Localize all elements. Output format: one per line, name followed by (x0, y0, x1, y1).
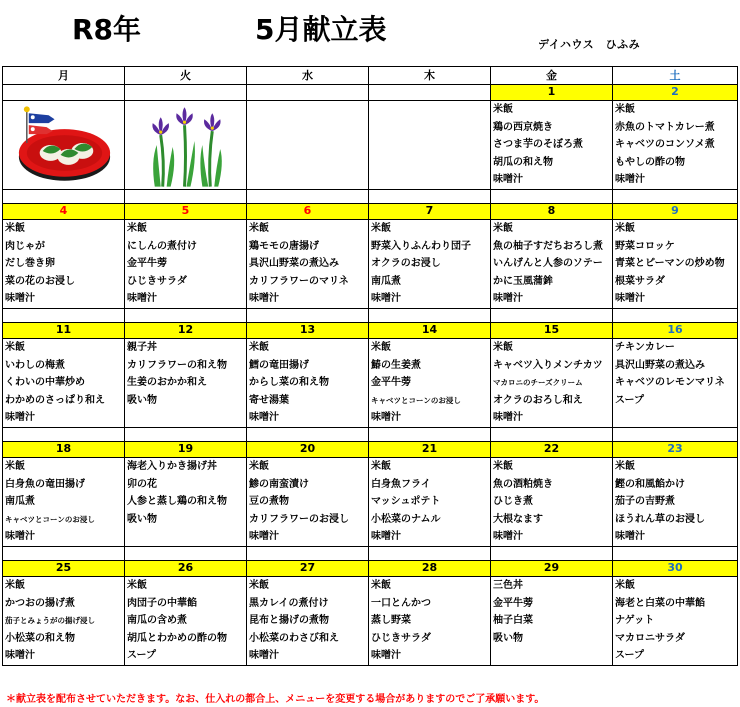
menu-cell-thu (369, 220, 491, 309)
menu-item: 米飯 (249, 342, 269, 353)
menu-item: 米飯 (493, 342, 513, 353)
date-cell-mon: 25 (3, 561, 125, 577)
menu-item: 米飯 (5, 461, 25, 472)
spacer-cell (491, 547, 613, 561)
menu-item: カリフラワーの和え物 (127, 359, 227, 371)
menu-item: 小松菜の和え物 (5, 632, 75, 644)
menu-item: 吸い物 (127, 513, 157, 525)
menu-item: 小松菜のナムル (371, 513, 441, 525)
menu-item: 金平牛蒡 (493, 597, 533, 609)
menu-item: 豆の煮物 (249, 496, 289, 508)
spacer-cell (613, 190, 738, 204)
menu-item: 寄せ湯葉 (249, 394, 289, 406)
menu-item: 南瓜煮 (371, 275, 401, 287)
menu-item: 茄子とみょうがの揚げ浸し (5, 616, 95, 626)
menu-cell-wed (247, 101, 369, 190)
menu-cell-tue (125, 458, 247, 547)
menu-item: 白身魚の竜田揚げ (5, 478, 85, 490)
date-cell-thu: 7 (369, 204, 491, 220)
menu-row (3, 458, 738, 547)
page-title: 5月献立表 (255, 13, 387, 46)
menu-item: 米飯 (371, 461, 391, 472)
date-cell-thu: 21 (369, 442, 491, 458)
menu-item: 味噌汁 (5, 531, 35, 543)
menu-item: 米飯 (493, 104, 513, 115)
menu-item: 鶏モモの唐揚げ (249, 240, 319, 252)
menu-item: 鰹の和風餡かけ (615, 478, 685, 490)
menu-item: 南瓜の含め煮 (127, 615, 187, 627)
menu-item: 鯵の南蛮漬け (249, 478, 309, 490)
menu-item: 米飯 (493, 461, 513, 472)
menu-item: 味噌汁 (493, 174, 523, 186)
menu-item: 味噌汁 (615, 174, 645, 186)
date-cell-tue (125, 85, 247, 101)
date-cell-sat: 16 (613, 323, 738, 339)
menu-item: 味噌汁 (615, 293, 645, 305)
week-spacer-row (3, 428, 738, 442)
menu-item: 魚の柚子すだちおろし煮 (493, 240, 603, 252)
date-cell-wed: 20 (247, 442, 369, 458)
date-cell-wed (247, 85, 369, 101)
menu-item: 米飯 (493, 223, 513, 234)
menu-item: 胡瓜とわかめの酢の物 (127, 632, 227, 644)
date-cell-sat: 30 (613, 561, 738, 577)
menu-item: 吸い物 (493, 632, 523, 644)
menu-item: 金平牛蒡 (127, 258, 167, 270)
date-cell-fri: 15 (491, 323, 613, 339)
menu-item: 鰆の生姜煮 (371, 359, 421, 371)
menu-item: 具沢山野菜の煮込み (249, 258, 339, 270)
menu-row (3, 339, 738, 428)
menu-item: 吸い物 (127, 394, 157, 406)
menu-item: くわいの中華炒め (5, 377, 85, 389)
menu-item: ナゲット (615, 615, 655, 627)
menu-item: 海老入りかき揚げ丼 (127, 461, 217, 472)
menu-item: わかめのさっぱり和え (5, 394, 105, 406)
menu-item: 野菜コロッケ (615, 240, 675, 252)
menu-item: 味噌汁 (371, 531, 401, 543)
menu-item (125, 528, 246, 546)
spacer-cell (247, 190, 369, 204)
menu-item: オクラのお浸し (371, 258, 441, 270)
spacer-cell (125, 190, 247, 204)
weekday-mon: 月 (3, 67, 125, 85)
spacer-cell (247, 428, 369, 442)
menu-item: 米飯 (615, 104, 635, 115)
menu-item: 野菜入りふんわり団子 (371, 240, 471, 252)
menu-item: スープ (615, 394, 644, 406)
date-cell-fri: 8 (491, 204, 613, 220)
menu-item: マカロニのチーズクリーム (493, 378, 583, 388)
weekday-sat: 土 (613, 67, 738, 85)
menu-item: 米飯 (371, 580, 391, 591)
menu-item: 米飯 (127, 580, 147, 591)
menu-item: もやしの酢の物 (615, 156, 685, 168)
menu-item: スープ (615, 650, 644, 662)
date-cell-fri: 1 (491, 85, 613, 101)
date-cell-sat: 2 (613, 85, 738, 101)
menu-item: 肉団子の中華餡 (127, 597, 197, 609)
date-cell-thu: 14 (369, 323, 491, 339)
menu-item: 菜の花のお浸し (5, 275, 75, 287)
spacer-cell (125, 309, 247, 323)
menu-item: 味噌汁 (493, 293, 523, 305)
spacer-cell (3, 547, 125, 561)
menu-item: 味噌汁 (5, 650, 35, 662)
menu-item: 米飯 (127, 223, 147, 234)
spacer-cell (247, 309, 369, 323)
menu-item: 米飯 (5, 580, 25, 591)
spacer-cell (613, 428, 738, 442)
spacer-cell (369, 428, 491, 442)
spacer-cell (125, 428, 247, 442)
menu-item: 味噌汁 (249, 412, 279, 424)
menu-item: キャベツとコーンのお浸し (5, 514, 95, 524)
menu-item: 根菜サラダ (615, 275, 665, 287)
date-cell-tue: 12 (125, 323, 247, 339)
menu-item: ひじきサラダ (127, 275, 187, 287)
menu-item: かに玉風蒲鉾 (493, 275, 553, 287)
menu-item: キャベツ入りメンチカツ (493, 359, 603, 371)
menu-item: ほうれん草のお浸し (615, 513, 705, 525)
menu-item: キャベツのコンソメ煮 (615, 139, 715, 151)
date-cell-wed: 13 (247, 323, 369, 339)
menu-item: 南瓜煮 (5, 496, 35, 508)
menu-item: 味噌汁 (493, 412, 523, 424)
date-row (3, 323, 738, 339)
menu-item: 小松菜のわさび和え (249, 632, 339, 644)
menu-item: 海老と白菜の中華餡 (615, 597, 705, 609)
week-spacer-row (3, 547, 738, 561)
menu-cell-wed (247, 577, 369, 666)
menu-item: 味噌汁 (249, 650, 279, 662)
menu-item: 味噌汁 (249, 293, 279, 305)
spacer-cell (369, 309, 491, 323)
menu-cell-fri (491, 458, 613, 547)
menu-item: キャベツのレモンマリネ (615, 377, 725, 389)
date-cell-wed: 27 (247, 561, 369, 577)
menu-item: 米飯 (615, 580, 635, 591)
menu-cell-wed (247, 458, 369, 547)
menu-item: 卯の花 (127, 478, 157, 490)
menu-cell-thu (369, 339, 491, 428)
menu-item: 昆布と揚げの煮物 (249, 615, 329, 627)
menu-item: 米飯 (371, 223, 391, 234)
date-row (3, 442, 738, 458)
footer-note: ＊献立表を配布させていただきます。なお、仕入れの都合上、メニューを変更する場合がありますのでご了承願います。 (6, 694, 545, 705)
menu-cell-thu (369, 101, 491, 190)
menu-item: キャベツとコーンのお浸し (371, 395, 461, 405)
menu-cell-mon (3, 220, 125, 309)
date-cell-tue: 5 (125, 204, 247, 220)
menu-cell-mon (3, 101, 125, 190)
date-cell-tue: 19 (125, 442, 247, 458)
menu-item: かつおの揚げ煮 (5, 597, 75, 609)
menu-item: 米飯 (615, 223, 635, 234)
menu-item: 親子丼 (127, 342, 157, 353)
weekday-fri: 金 (491, 67, 613, 85)
menu-cell-fri (491, 577, 613, 666)
spacer-cell (613, 547, 738, 561)
menu-cell-fri (491, 101, 613, 190)
menu-cell-fri (491, 220, 613, 309)
menu-item: 胡瓜の和え物 (493, 156, 553, 168)
menu-item: 茄子の吉野煮 (615, 496, 675, 508)
spacer-cell (3, 309, 125, 323)
menu-item: 黒カレイの煮付け (249, 597, 329, 609)
menu-item: 魚の酒粕焼き (493, 478, 553, 490)
menu-item: マッシュポテト (371, 496, 441, 508)
menu-item: ひじきサラダ (371, 632, 431, 644)
date-cell-thu (369, 85, 491, 101)
menu-cell-mon (3, 577, 125, 666)
spacer-cell (247, 547, 369, 561)
menu-item: オクラのおろし和え (493, 394, 583, 406)
date-row (3, 85, 738, 101)
menu-cell-sat (613, 220, 738, 309)
menu-item: スープ (127, 650, 156, 662)
date-cell-mon: 4 (3, 204, 125, 220)
menu-item: 三色丼 (493, 580, 523, 591)
spacer-cell (491, 309, 613, 323)
menu-item: 味噌汁 (249, 531, 279, 543)
menu-item: 人参と蒸し鶏の和え物 (127, 496, 227, 508)
menu-cell-thu (369, 458, 491, 547)
menu-cell-thu (369, 577, 491, 666)
weekday-tue: 火 (125, 67, 247, 85)
menu-cell-tue (125, 577, 247, 666)
menu-item: 一口とんかつ (371, 597, 431, 609)
spacer-cell (491, 428, 613, 442)
menu-cell-mon (3, 339, 125, 428)
iris-flowers-icon (125, 101, 246, 189)
week-spacer-row (3, 309, 738, 323)
menu-item: 米飯 (615, 461, 635, 472)
date-cell-mon (3, 85, 125, 101)
menu-item: だし巻き卵 (5, 258, 55, 270)
menu-calendar (2, 66, 738, 666)
menu-cell-wed (247, 220, 369, 309)
menu-item: 鶏の西京焼き (493, 121, 553, 133)
date-cell-fri: 29 (491, 561, 613, 577)
menu-item (491, 647, 612, 665)
date-cell-wed: 6 (247, 204, 369, 220)
menu-row (3, 101, 738, 190)
spacer-cell (369, 547, 491, 561)
menu-item: マカロニサラダ (615, 632, 685, 644)
koinobori-kashiwamochi-icon (3, 101, 124, 189)
menu-item: にしんの煮付け (127, 240, 197, 252)
menu-cell-sat (613, 577, 738, 666)
menu-item: 米飯 (371, 342, 391, 353)
menu-item: 米飯 (249, 223, 269, 234)
menu-item: 金平牛蒡 (371, 377, 411, 389)
spacer-cell (125, 547, 247, 561)
menu-cell-tue (125, 220, 247, 309)
menu-cell-wed (247, 339, 369, 428)
menu-row (3, 577, 738, 666)
menu-item: 米飯 (249, 461, 269, 472)
menu-item: 具沢山野菜の煮込み (615, 359, 705, 371)
menu-item: 米飯 (249, 580, 269, 591)
menu-item: 味噌汁 (5, 412, 35, 424)
menu-cell-mon (3, 458, 125, 547)
era-label: R8年 (72, 13, 142, 46)
menu-item: 味噌汁 (493, 531, 523, 543)
date-cell-thu: 28 (369, 561, 491, 577)
menu-cell-sat (613, 101, 738, 190)
menu-item: 味噌汁 (371, 412, 401, 424)
menu-cell-sat (613, 339, 738, 428)
menu-item (613, 409, 737, 427)
menu-item: カリフラワーのお浸し (249, 513, 349, 525)
date-cell-mon: 11 (3, 323, 125, 339)
week-spacer-row (3, 190, 738, 204)
spacer-cell (3, 190, 125, 204)
menu-item: 赤魚のトマトカレー煮 (615, 121, 715, 133)
date-cell-sat: 23 (613, 442, 738, 458)
menu-row (3, 220, 738, 309)
menu-item: 青菜とピーマンの炒め物 (615, 258, 725, 270)
menu-item: 味噌汁 (371, 650, 401, 662)
menu-item (125, 409, 246, 427)
menu-cell-tue (125, 339, 247, 428)
menu-cell-sat (613, 458, 738, 547)
menu-item: 白身魚フライ (371, 478, 431, 490)
spacer-cell (369, 190, 491, 204)
menu-item: 肉じゃが (5, 240, 45, 252)
weekday-wed: 水 (247, 67, 369, 85)
date-cell-mon: 18 (3, 442, 125, 458)
menu-item: 味噌汁 (5, 293, 35, 305)
menu-item: 味噌汁 (127, 293, 157, 305)
menu-item: いわしの梅煮 (5, 359, 65, 371)
menu-item: 味噌汁 (615, 531, 645, 543)
facility-name: デイハウス ひふみ (538, 38, 641, 51)
menu-item: 米飯 (5, 342, 25, 353)
menu-item: いんげんと人参のソテー (493, 258, 603, 270)
menu-item: ひじき煮 (493, 496, 533, 508)
menu-cell-fri (491, 339, 613, 428)
menu-item: 米飯 (5, 223, 25, 234)
weekday-header-row (3, 67, 738, 85)
date-cell-tue: 26 (125, 561, 247, 577)
menu-item: 大根なます (493, 513, 543, 525)
menu-item: 味噌汁 (371, 293, 401, 305)
menu-item: カリフラワーのマリネ (249, 275, 349, 287)
spacer-cell (491, 190, 613, 204)
menu-item: チキンカレー (615, 342, 675, 353)
date-cell-fri: 22 (491, 442, 613, 458)
menu-cell-tue (125, 101, 247, 190)
menu-item: からし菜の和え物 (249, 377, 329, 389)
menu-item: 生姜のおかか和え (127, 377, 207, 389)
menu-item: さつま芋のそぼろ煮 (493, 139, 583, 151)
menu-item: 柚子白菜 (493, 615, 533, 627)
date-row (3, 561, 738, 577)
menu-item: 鱈の竜田揚げ (249, 359, 309, 371)
spacer-cell (613, 309, 738, 323)
date-row (3, 204, 738, 220)
weekday-thu: 木 (369, 67, 491, 85)
date-cell-sat: 9 (613, 204, 738, 220)
spacer-cell (3, 428, 125, 442)
menu-item: 蒸し野菜 (371, 615, 411, 627)
